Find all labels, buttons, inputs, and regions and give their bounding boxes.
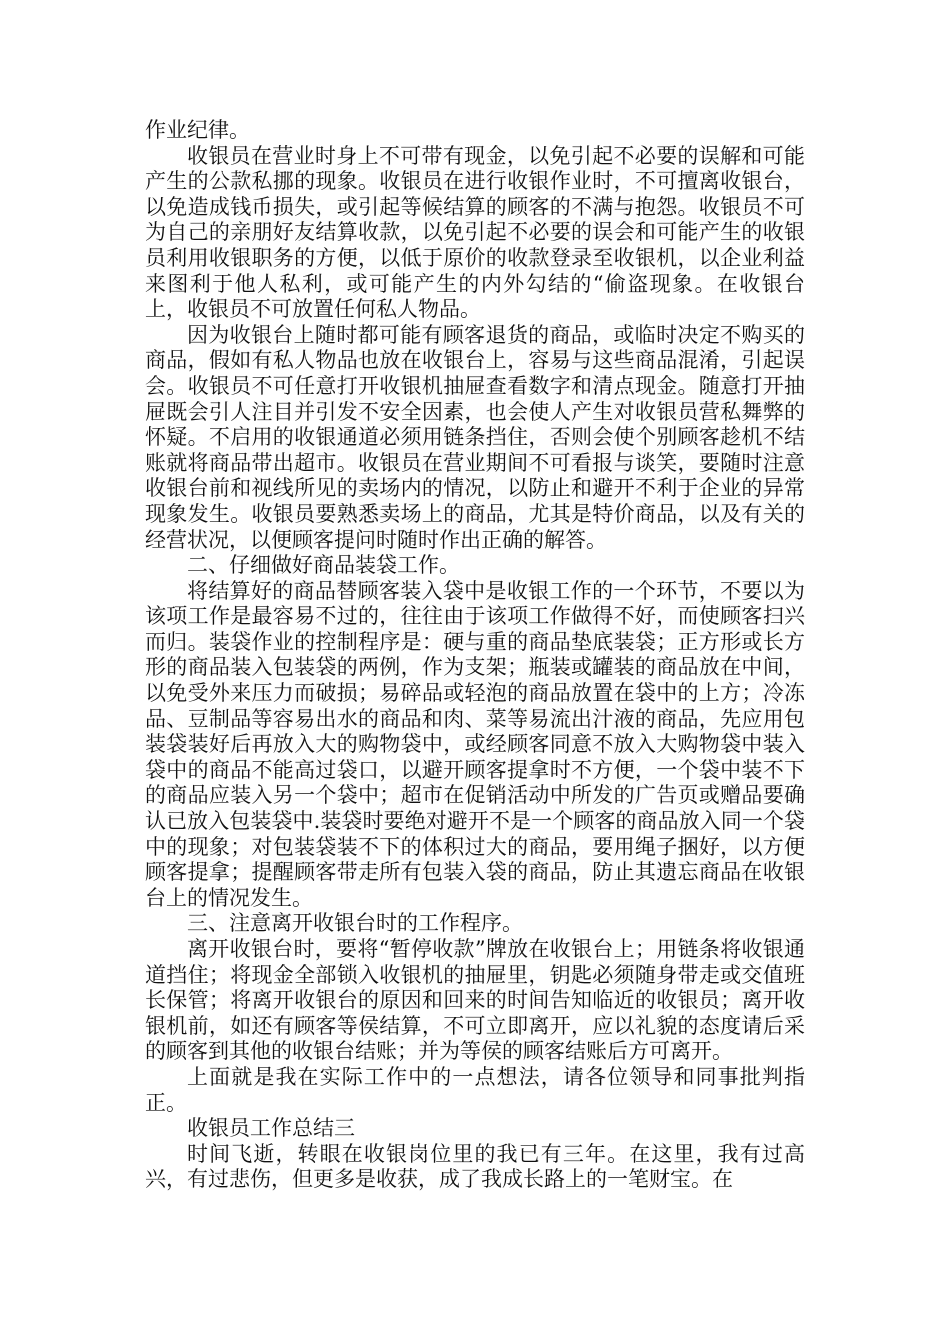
paragraph-summary-three-intro: 时间飞逝，转眼在收银岗位里的我已有三年。在这里，我有过高兴，有过悲伤，但更多是收获，成了我成长路上的一笔财宝。在 <box>145 1141 805 1192</box>
paragraph-leaving-procedure: 离开收银台时，要将“暂停收款”牌放在收银台上；用链条将收银通道挡住；将现金全部锁入收银机的抽屉里，钥匙必须随身带走或交值班长保管；将离开收银台的原因和回来的时间告知临近的收银员；离开收银机前，如还有顾客等侯结算，不可立即离开，应以礼貌的态度请后采的顾客到其他的收银台结账；并为等侯的顾客结账后方可离开。 <box>145 937 805 1064</box>
paragraph-work-discipline-end: 作业纪律。 <box>145 118 250 142</box>
paragraph-cash-rules: 收银员在营业时身上不可带有现金，以免引起不必要的误解和可能产生的公款私挪的现象。收银员在进行收银作业时，不可擅离收银台，以免造成钱币损失，或引起等候结算的顾客的不满与抱怨。收银员不可为自己的亲朋好友结算收款，以免引起不必要的误会和可能产生的收银员利用收银职务的方便，以低于原价的收款登录至收银机，以企业利益来图利于他人私利，或可能产生的内外勾结的“偷盗现象。在收银台上，收银员不可放置任何私人物品。 <box>145 143 805 322</box>
section-title-summary-three: 收银员工作总结三 <box>187 1116 355 1141</box>
paragraph-counter-rules: 因为收银台上随时都可能有顾客退货的商品，或临时决定不购买的商品，假如有私人物品也放在收银台上，容易与这些商品混淆，引起误会。收银员不可任意打开收银机抽屉查看数字和清点现金。随意打开抽屉既会引人注目并引发不安全因素，也会使人产生对收银员营私舞弊的怀疑。不启用的收银通道必须用链条挡住，否则会使个别顾客趁机不结账就将商品带出超市。收银员在营业期间不可看报与谈笑，要随时注意收银台前和视线所见的卖场内的情况，以防止和避开不利于企业的异常现象发生。收银员要熟悉卖场上的商品，尤其是特价商品，以及有关的经营状况，以便顾客提问时随时作出正确的解答。 <box>145 322 805 552</box>
document-body <box>145 118 805 1193</box>
section-heading-bagging: 二、仔细做好商品装袋工作。 <box>187 553 460 578</box>
section-heading-leaving-counter: 三、注意离开收银台时的工作程序。 <box>187 911 523 936</box>
paragraph-closing-remarks: 上面就是我在实际工作中的一点想法，请各位领导和同事批判指正。 <box>145 1064 805 1115</box>
paragraph-bagging-procedure: 将结算好的商品替顾客装入袋中是收银工作的一个环节，不要以为该项工作是最容易不过的，往往由于该项工作做得不好，而使顾客扫兴而归。装袋作业的控制程序是：硬与重的商品垫底装袋；正方形或长方形的商品装入包装袋的两例，作为支架；瓶装或罐装的商品放在中间，以免受外来压力而破损；易碎品或轻泡的商品放置在袋中的上方；冷冻品、豆制品等容易出水的商品和肉、菜等易流出汁液的商品，先应用包装袋装好后再放入大的购物袋中，或经顾客同意不放入大购物袋中装入袋中的商品不能高过袋口，以避开顾客提拿时不方便，一个袋中装不下的商品应装入另一个袋中；超市在促销活动中所发的广告页或赠品要确认已放入包装袋中.装袋时要绝对避开不是一个顾客的商品放入同一个袋中的现象；对包装袋装不下的体积过大的商品，要用绳子捆好，以方便顾客提拿；提醒顾客带走所有包装入袋的商品，防止其遗忘商品在收银台上的情况发生。 <box>145 578 805 910</box>
